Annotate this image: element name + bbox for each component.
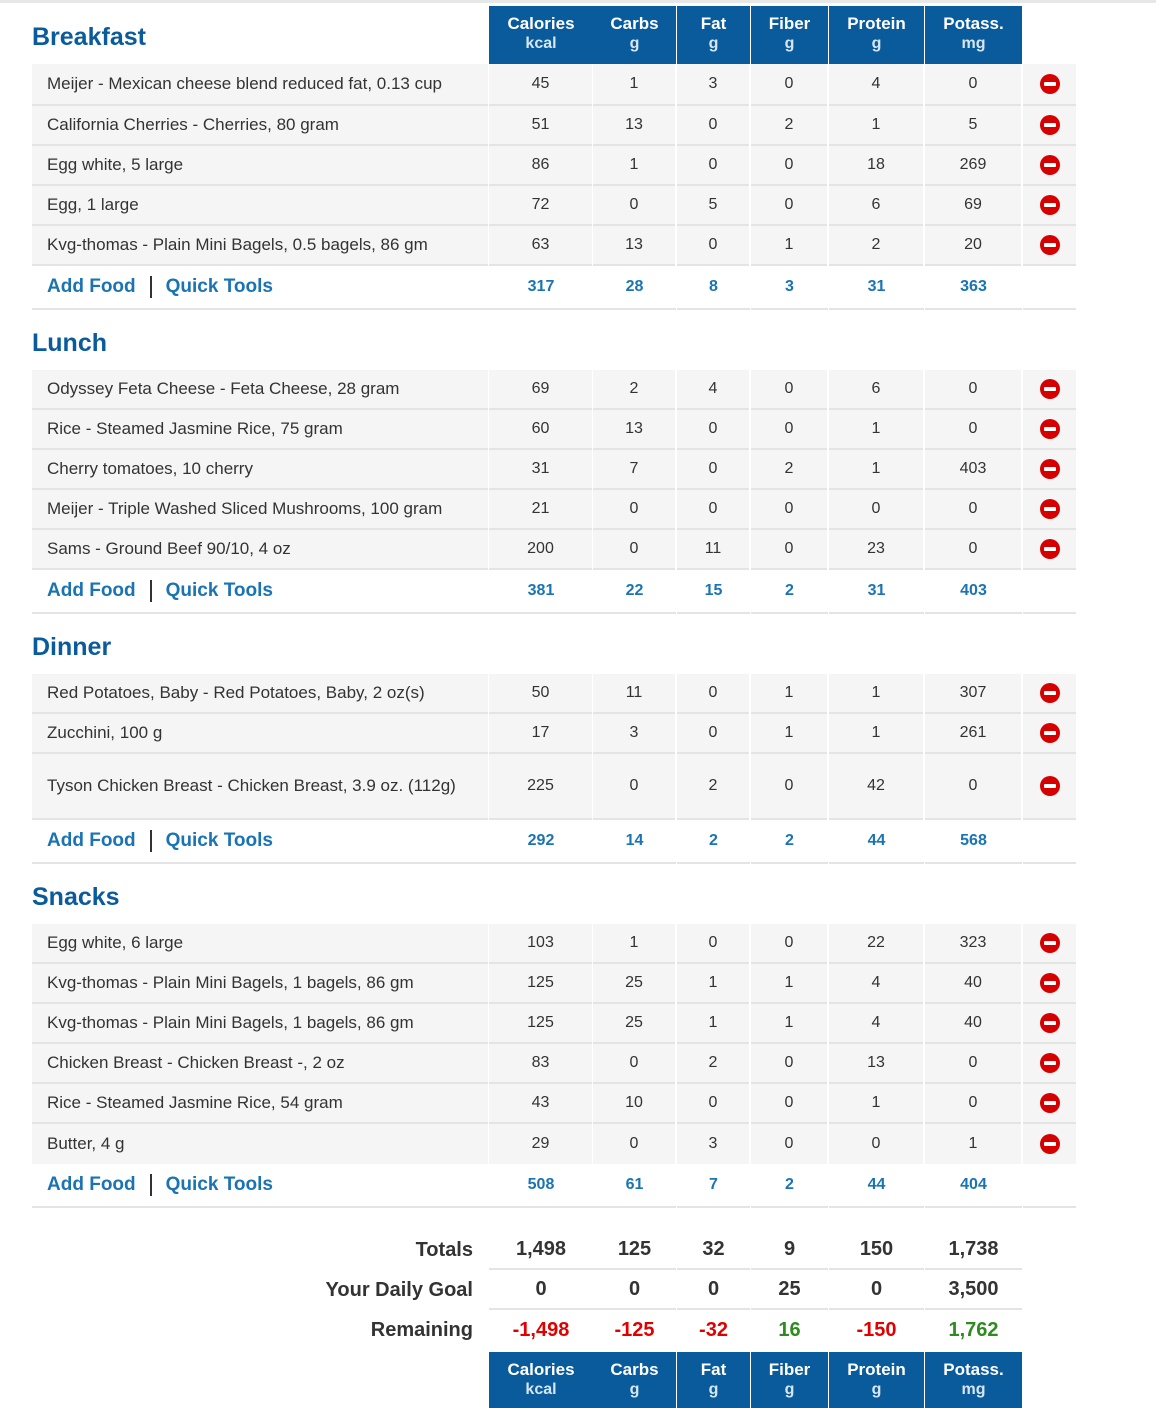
snacks-carbs-value: 10: [593, 1084, 675, 1124]
lunch-potass-value: 0: [925, 490, 1021, 530]
remove-icon[interactable]: [1040, 933, 1060, 953]
snacks-actions: [32, 1164, 489, 1208]
column-unit: kcal: [525, 1381, 557, 1398]
lunch-fiber-value: 0: [751, 530, 827, 570]
totals-protein: 150: [829, 1230, 924, 1270]
breakfast-fiber-value: 0: [751, 146, 827, 186]
remove-icon[interactable]: [1040, 683, 1060, 703]
snacks-total-potass: 404: [925, 1164, 1022, 1208]
food-name-text: Kvg-thomas - Plain Mini Bagels, 0.5 bagels, 86 gm: [47, 235, 428, 254]
your-daily-goal-calories: 0: [489, 1270, 593, 1310]
snacks-fat-value: 1: [677, 1004, 749, 1044]
remove-icon[interactable]: [1040, 74, 1060, 94]
column-name: Calories: [507, 14, 575, 33]
snacks-fiber-value: 1: [751, 964, 827, 1004]
remaining-carbs: -125: [614, 1318, 655, 1341]
snacks-total-spacer: [1023, 1164, 1076, 1208]
lunch-remove-button[interactable]: [1023, 490, 1076, 530]
snacks-total-protein: 44: [829, 1164, 924, 1208]
food-name-text: Meijer - Triple Washed Sliced Mushrooms, 100 gram: [47, 499, 443, 518]
remaining-fat: -32: [699, 1318, 728, 1341]
food-name-text: Egg, 1 large: [47, 195, 139, 214]
dinner-fiber-value: 1: [751, 714, 827, 754]
breakfast-fat-value: 3: [677, 64, 749, 106]
breakfast-total-fat: 8: [677, 266, 750, 310]
lunch-potass-value: 0: [925, 370, 1021, 410]
breakfast-add-food-link[interactable]: Add Food: [47, 276, 136, 297]
food-name-text: Red Potatoes, Baby - Red Potatoes, Baby, 2 oz(s): [47, 683, 425, 702]
remaining-calories: -1,498: [512, 1318, 570, 1341]
dinner-total-calories: 292: [489, 820, 593, 864]
breakfast-fat-value: 5: [677, 186, 749, 226]
snacks-potass-value: 0: [925, 1044, 1021, 1084]
lunch-total-protein: 31: [829, 570, 924, 614]
totals-label: Totals: [415, 1239, 473, 1261]
column-unit: g: [871, 1381, 882, 1398]
top-header-kcal-0: [489, 6, 593, 64]
breakfast-quick-tools-link[interactable]: Quick Tools: [165, 276, 273, 297]
snacks-calories-value: 83: [489, 1044, 592, 1084]
snacks-total-carbs: 61: [593, 1164, 676, 1208]
snacks-food-name[interactable]: [32, 964, 488, 1004]
column-name: Carbs: [610, 14, 659, 33]
snacks-fat-value: 1: [677, 964, 749, 1004]
lunch-food-name[interactable]: [32, 450, 488, 490]
bottom-header-g-2: [677, 1352, 750, 1408]
breakfast-total-protein: 31: [829, 266, 924, 310]
dinner-total-carbs: 14: [593, 820, 676, 864]
dinner-fiber-value: 1: [751, 674, 827, 714]
lunch-protein-value: 6: [829, 370, 923, 410]
remove-icon[interactable]: [1040, 195, 1060, 215]
dinner-quick-tools-link[interactable]: Quick Tools: [165, 830, 273, 851]
dinner-total-spacer: [1023, 820, 1076, 864]
column-name: Potass.: [943, 14, 1004, 33]
snacks-food-name[interactable]: [32, 1004, 488, 1044]
breakfast-protein-value: 1: [829, 106, 923, 146]
lunch-total-fiber: 2: [751, 570, 828, 614]
dinner-fat-value: 0: [677, 714, 749, 754]
your-daily-goal-fat: 0: [677, 1270, 750, 1310]
breakfast-potass-value: 5: [925, 106, 1021, 146]
breakfast-total-spacer: [1023, 266, 1076, 310]
breakfast-protein-value: 6: [829, 186, 923, 226]
lunch-fat-value: 4: [677, 370, 749, 410]
lunch-fiber-value: 0: [751, 490, 827, 530]
remove-icon[interactable]: [1040, 459, 1060, 479]
snacks-potass-value: 40: [925, 1004, 1021, 1044]
snacks-remove-button[interactable]: [1023, 1044, 1076, 1084]
remaining-protein: -150: [856, 1318, 897, 1341]
snacks-protein-value: 0: [829, 1124, 923, 1166]
column-unit: g: [708, 35, 719, 52]
dinner-protein-value: 1: [829, 674, 923, 714]
column-unit: g: [784, 35, 795, 52]
lunch-potass-value: 0: [925, 530, 1021, 570]
remove-icon[interactable]: [1040, 235, 1060, 255]
snacks-protein-value: 1: [829, 1084, 923, 1124]
lunch-remove-button[interactable]: [1023, 370, 1076, 410]
snacks-food-name[interactable]: [32, 1044, 488, 1084]
column-unit: mg: [961, 35, 986, 52]
lunch-fat-value: 11: [677, 530, 749, 570]
breakfast-potass-value: 269: [925, 146, 1021, 186]
remaining-label: Remaining: [370, 1319, 473, 1341]
your-daily-goal-protein: 0: [829, 1270, 924, 1310]
breakfast-carbs-value: 1: [593, 146, 675, 186]
snacks-fat-value: 0: [677, 924, 749, 964]
remove-icon[interactable]: [1040, 155, 1060, 175]
column-name: Fiber: [768, 14, 811, 33]
link-separator: [150, 1174, 152, 1196]
snacks-remove-button[interactable]: [1023, 1084, 1076, 1124]
totals-potass: 1,738: [925, 1230, 1022, 1270]
top-divider: [0, 0, 1156, 3]
snacks-total-fat: 7: [677, 1164, 750, 1208]
breakfast-carbs-value: 0: [593, 186, 675, 226]
lunch-fat-value: 0: [677, 450, 749, 490]
breakfast-total-carbs: 28: [593, 266, 676, 310]
dinner-carbs-value: 0: [593, 754, 675, 820]
breakfast-food-name[interactable]: [32, 226, 488, 266]
breakfast-carbs-value: 1: [593, 64, 675, 106]
breakfast-food-name[interactable]: [32, 64, 488, 106]
column-unit: g: [708, 1381, 719, 1398]
snacks-remove-button[interactable]: [1023, 1124, 1076, 1166]
breakfast-carbs-value: 13: [593, 226, 675, 266]
top-header-g-2: [677, 6, 750, 64]
remove-icon[interactable]: [1040, 776, 1060, 796]
breakfast-calories-value: 45: [489, 64, 592, 106]
snacks-fiber-value: 0: [751, 1124, 827, 1166]
bottom-header-g-4: [829, 1352, 924, 1408]
lunch-remove-button[interactable]: [1023, 530, 1076, 570]
dinner-fat-value: 2: [677, 754, 749, 820]
remove-icon[interactable]: [1040, 419, 1060, 439]
food-name-text: Kvg-thomas - Plain Mini Bagels, 1 bagels, 86 gm: [47, 973, 414, 992]
snacks-fat-value: 3: [677, 1124, 749, 1166]
dinner-calories-value: 17: [489, 714, 592, 754]
lunch-protein-value: 1: [829, 450, 923, 490]
lunch-carbs-value: 0: [593, 530, 675, 570]
remove-icon[interactable]: [1040, 973, 1060, 993]
snacks-carbs-value: 25: [593, 964, 675, 1004]
breakfast-remove-button[interactable]: [1023, 106, 1076, 146]
breakfast-remove-button[interactable]: [1023, 186, 1076, 226]
lunch-food-name[interactable]: [32, 410, 488, 450]
lunch-total-fat: 15: [677, 570, 750, 614]
breakfast-fiber-value: 0: [751, 64, 827, 106]
column-unit: g: [784, 1381, 795, 1398]
dinner-protein-value: 1: [829, 714, 923, 754]
lunch-title: Lunch: [32, 329, 107, 357]
remove-icon[interactable]: [1040, 379, 1060, 399]
column-name: Potass.: [943, 1360, 1004, 1379]
snacks-calories-value: 125: [489, 1004, 592, 1044]
column-name: Fiber: [768, 1360, 811, 1379]
food-name-text: Butter, 4 g: [47, 1134, 125, 1153]
column-unit: g: [871, 35, 882, 52]
dinner-fiber-value: 0: [751, 754, 827, 820]
lunch-quick-tools-link[interactable]: Quick Tools: [165, 580, 273, 601]
remove-icon[interactable]: [1040, 115, 1060, 135]
dinner-remove-button[interactable]: [1023, 674, 1076, 714]
snacks-carbs-value: 25: [593, 1004, 675, 1044]
food-name-text: Kvg-thomas - Plain Mini Bagels, 1 bagels, 86 gm: [47, 1013, 414, 1032]
link-separator: [150, 580, 152, 602]
snacks-food-name[interactable]: [32, 1124, 488, 1166]
dinner-potass-value: 0: [925, 754, 1021, 820]
remove-icon[interactable]: [1040, 539, 1060, 559]
snacks-calories-value: 43: [489, 1084, 592, 1124]
snacks-protein-value: 4: [829, 964, 923, 1004]
breakfast-food-name[interactable]: [32, 106, 488, 146]
snacks-add-food-link[interactable]: Add Food: [47, 1174, 136, 1195]
lunch-total-carbs: 22: [593, 570, 676, 614]
your-daily-goal-carbs: 0: [593, 1270, 676, 1310]
your-daily-goal-potass: 3,500: [925, 1270, 1022, 1310]
snacks-calories-value: 29: [489, 1124, 592, 1166]
dinner-food-name[interactable]: [32, 754, 488, 820]
breakfast-protein-value: 2: [829, 226, 923, 266]
dinner-add-food-link[interactable]: Add Food: [47, 830, 136, 851]
food-name-text: Meijer - Mexican cheese blend reduced fat, 0.13 cup: [47, 74, 443, 93]
lunch-fiber-value: 0: [751, 370, 827, 410]
lunch-fiber-value: 0: [751, 410, 827, 450]
breakfast-remove-button[interactable]: [1023, 226, 1076, 266]
top-header-g-3: [751, 6, 828, 64]
lunch-calories-value: 21: [489, 490, 592, 530]
column-name: Calories: [507, 1360, 575, 1379]
dinner-calories-value: 225: [489, 754, 592, 820]
lunch-calories-value: 69: [489, 370, 592, 410]
snacks-potass-value: 1: [925, 1124, 1021, 1166]
lunch-remove-button[interactable]: [1023, 410, 1076, 450]
lunch-total-spacer: [1023, 570, 1076, 614]
breakfast-remove-button[interactable]: [1023, 146, 1076, 186]
snacks-quick-tools-link[interactable]: Quick Tools: [165, 1174, 273, 1195]
breakfast-fiber-value: 2: [751, 106, 827, 146]
lunch-carbs-value: 7: [593, 450, 675, 490]
bottom-header-g-1: [593, 1352, 676, 1408]
food-name-text: Odyssey Feta Cheese - Feta Cheese, 28 gram: [47, 379, 400, 398]
food-name-text: Sams - Ground Beef 90/10, 4 oz: [47, 539, 291, 558]
breakfast-fiber-value: 1: [751, 226, 827, 266]
remove-icon[interactable]: [1040, 1053, 1060, 1073]
lunch-carbs-value: 13: [593, 410, 675, 450]
food-name-text: Rice - Steamed Jasmine Rice, 75 gram: [47, 419, 343, 438]
snacks-fat-value: 0: [677, 1084, 749, 1124]
snacks-food-name[interactable]: [32, 1084, 488, 1124]
food-name-text: Chicken Breast - Chicken Breast -, 2 oz: [47, 1053, 345, 1072]
lunch-remove-button[interactable]: [1023, 450, 1076, 490]
remaining-potass: 1,762: [948, 1318, 999, 1341]
lunch-potass-value: 0: [925, 410, 1021, 450]
snacks-fiber-value: 0: [751, 1084, 827, 1124]
lunch-food-name[interactable]: [32, 530, 488, 570]
lunch-food-name[interactable]: [32, 370, 488, 410]
snacks-total-calories: 508: [489, 1164, 593, 1208]
top-header-g-4: [829, 6, 924, 64]
breakfast-fat-value: 0: [677, 146, 749, 186]
dinner-carbs-value: 11: [593, 674, 675, 714]
dinner-calories-value: 50: [489, 674, 592, 714]
snacks-remove-button[interactable]: [1023, 924, 1076, 964]
dinner-carbs-value: 3: [593, 714, 675, 754]
lunch-total-potass: 403: [925, 570, 1022, 614]
breakfast-calories-value: 63: [489, 226, 592, 266]
remaining-fiber: 16: [778, 1318, 801, 1341]
top-header-g-1: [593, 6, 676, 64]
remove-icon[interactable]: [1040, 723, 1060, 743]
top-header-mg-5: [925, 6, 1022, 64]
column-unit: kcal: [525, 35, 557, 52]
column-unit: g: [629, 1381, 640, 1398]
lunch-fiber-value: 2: [751, 450, 827, 490]
snacks-fiber-value: 1: [751, 1004, 827, 1044]
snacks-fiber-value: 0: [751, 924, 827, 964]
your-daily-goal-fiber: 25: [751, 1270, 828, 1310]
column-unit: g: [629, 35, 640, 52]
lunch-protein-value: 0: [829, 490, 923, 530]
column-name: Carbs: [610, 1360, 659, 1379]
breakfast-remove-button[interactable]: [1023, 64, 1076, 106]
food-name-text: Rice - Steamed Jasmine Rice, 54 gram: [47, 1093, 343, 1112]
dinner-protein-value: 42: [829, 754, 923, 820]
dinner-remove-button[interactable]: [1023, 714, 1076, 754]
breakfast-potass-value: 69: [925, 186, 1021, 226]
dinner-potass-value: 261: [925, 714, 1021, 754]
snacks-total-fiber: 2: [751, 1164, 828, 1208]
lunch-protein-value: 23: [829, 530, 923, 570]
column-name: Protein: [847, 14, 906, 33]
bottom-header-kcal-0: [489, 1352, 593, 1408]
totals-fat: 32: [677, 1230, 750, 1270]
breakfast-fat-value: 0: [677, 226, 749, 266]
breakfast-total-fiber: 3: [751, 266, 828, 310]
breakfast-potass-value: 20: [925, 226, 1021, 266]
food-name-text: Egg white, 5 large: [47, 155, 184, 174]
dinner-total-protein: 44: [829, 820, 924, 864]
lunch-calories-value: 60: [489, 410, 592, 450]
lunch-actions: [32, 570, 489, 614]
snacks-protein-value: 13: [829, 1044, 923, 1084]
food-name-text: Cherry tomatoes, 10 cherry: [47, 459, 253, 478]
dinner-actions: [32, 820, 489, 864]
breakfast-total-potass: 363: [925, 266, 1022, 310]
breakfast-food-name[interactable]: [32, 146, 488, 186]
snacks-protein-value: 4: [829, 1004, 923, 1044]
lunch-food-name[interactable]: [32, 490, 488, 530]
dinner-potass-value: 307: [925, 674, 1021, 714]
totals-calories: 1,498: [489, 1230, 593, 1270]
remove-icon[interactable]: [1040, 1093, 1060, 1113]
breakfast-fiber-value: 0: [751, 186, 827, 226]
lunch-add-food-link[interactable]: Add Food: [47, 580, 136, 601]
bottom-header-mg-5: [925, 1352, 1022, 1408]
snacks-potass-value: 0: [925, 1084, 1021, 1124]
link-separator: [150, 276, 152, 298]
snacks-potass-value: 40: [925, 964, 1021, 1004]
lunch-calories-value: 200: [489, 530, 592, 570]
snacks-fat-value: 2: [677, 1044, 749, 1084]
snacks-fiber-value: 0: [751, 1044, 827, 1084]
dinner-food-name[interactable]: [32, 714, 488, 754]
your-daily-goal-label: Your Daily Goal: [325, 1279, 473, 1301]
column-name: Fat: [700, 1360, 727, 1379]
column-name: Protein: [847, 1360, 906, 1379]
snacks-potass-value: 323: [925, 924, 1021, 964]
snacks-food-name[interactable]: [32, 924, 488, 964]
breakfast-actions: [32, 266, 489, 310]
lunch-protein-value: 1: [829, 410, 923, 450]
snacks-remove-button[interactable]: [1023, 964, 1076, 1004]
snacks-remove-button[interactable]: [1023, 1004, 1076, 1044]
snacks-calories-value: 103: [489, 924, 592, 964]
lunch-carbs-value: 2: [593, 370, 675, 410]
column-unit: mg: [961, 1381, 986, 1398]
food-name-text: Zucchini, 100 g: [47, 723, 163, 742]
lunch-potass-value: 403: [925, 450, 1021, 490]
lunch-carbs-value: 0: [593, 490, 675, 530]
food-name-text: Tyson Chicken Breast - Chicken Breast, 3.9 oz. (112g): [47, 776, 456, 795]
breakfast-food-name[interactable]: [32, 186, 488, 226]
bottom-header-g-3: [751, 1352, 828, 1408]
remove-icon[interactable]: [1040, 1134, 1060, 1154]
dinner-food-name[interactable]: [32, 674, 488, 714]
totals-carbs: 125: [593, 1230, 676, 1270]
dinner-total-potass: 568: [925, 820, 1022, 864]
breakfast-carbs-value: 13: [593, 106, 675, 146]
dinner-total-fat: 2: [677, 820, 750, 864]
snacks-carbs-value: 0: [593, 1044, 675, 1084]
breakfast-protein-value: 18: [829, 146, 923, 186]
snacks-carbs-value: 0: [593, 1124, 675, 1166]
breakfast-protein-value: 4: [829, 64, 923, 106]
remove-icon[interactable]: [1040, 1013, 1060, 1033]
lunch-fat-value: 0: [677, 490, 749, 530]
breakfast-calories-value: 72: [489, 186, 592, 226]
totals-fiber: 9: [751, 1230, 828, 1270]
lunch-calories-value: 31: [489, 450, 592, 490]
breakfast-fat-value: 0: [677, 106, 749, 146]
food-name-text: Egg white, 6 large: [47, 933, 184, 952]
remove-icon[interactable]: [1040, 499, 1060, 519]
food-name-text: California Cherries - Cherries, 80 gram: [47, 115, 339, 134]
snacks-protein-value: 22: [829, 924, 923, 964]
breakfast-calories-value: 86: [489, 146, 592, 186]
breakfast-calories-value: 51: [489, 106, 592, 146]
dinner-total-fiber: 2: [751, 820, 828, 864]
column-name: Fat: [700, 14, 727, 33]
dinner-title: Dinner: [32, 633, 112, 661]
dinner-remove-button[interactable]: [1023, 754, 1076, 820]
link-separator: [150, 830, 152, 852]
lunch-total-calories: 381: [489, 570, 593, 614]
dinner-fat-value: 0: [677, 674, 749, 714]
snacks-carbs-value: 1: [593, 924, 675, 964]
breakfast-potass-value: 0: [925, 64, 1021, 106]
breakfast-title: Breakfast: [32, 23, 146, 51]
snacks-title: Snacks: [32, 883, 120, 911]
snacks-calories-value: 125: [489, 964, 592, 1004]
breakfast-total-calories: 317: [489, 266, 593, 310]
lunch-fat-value: 0: [677, 410, 749, 450]
